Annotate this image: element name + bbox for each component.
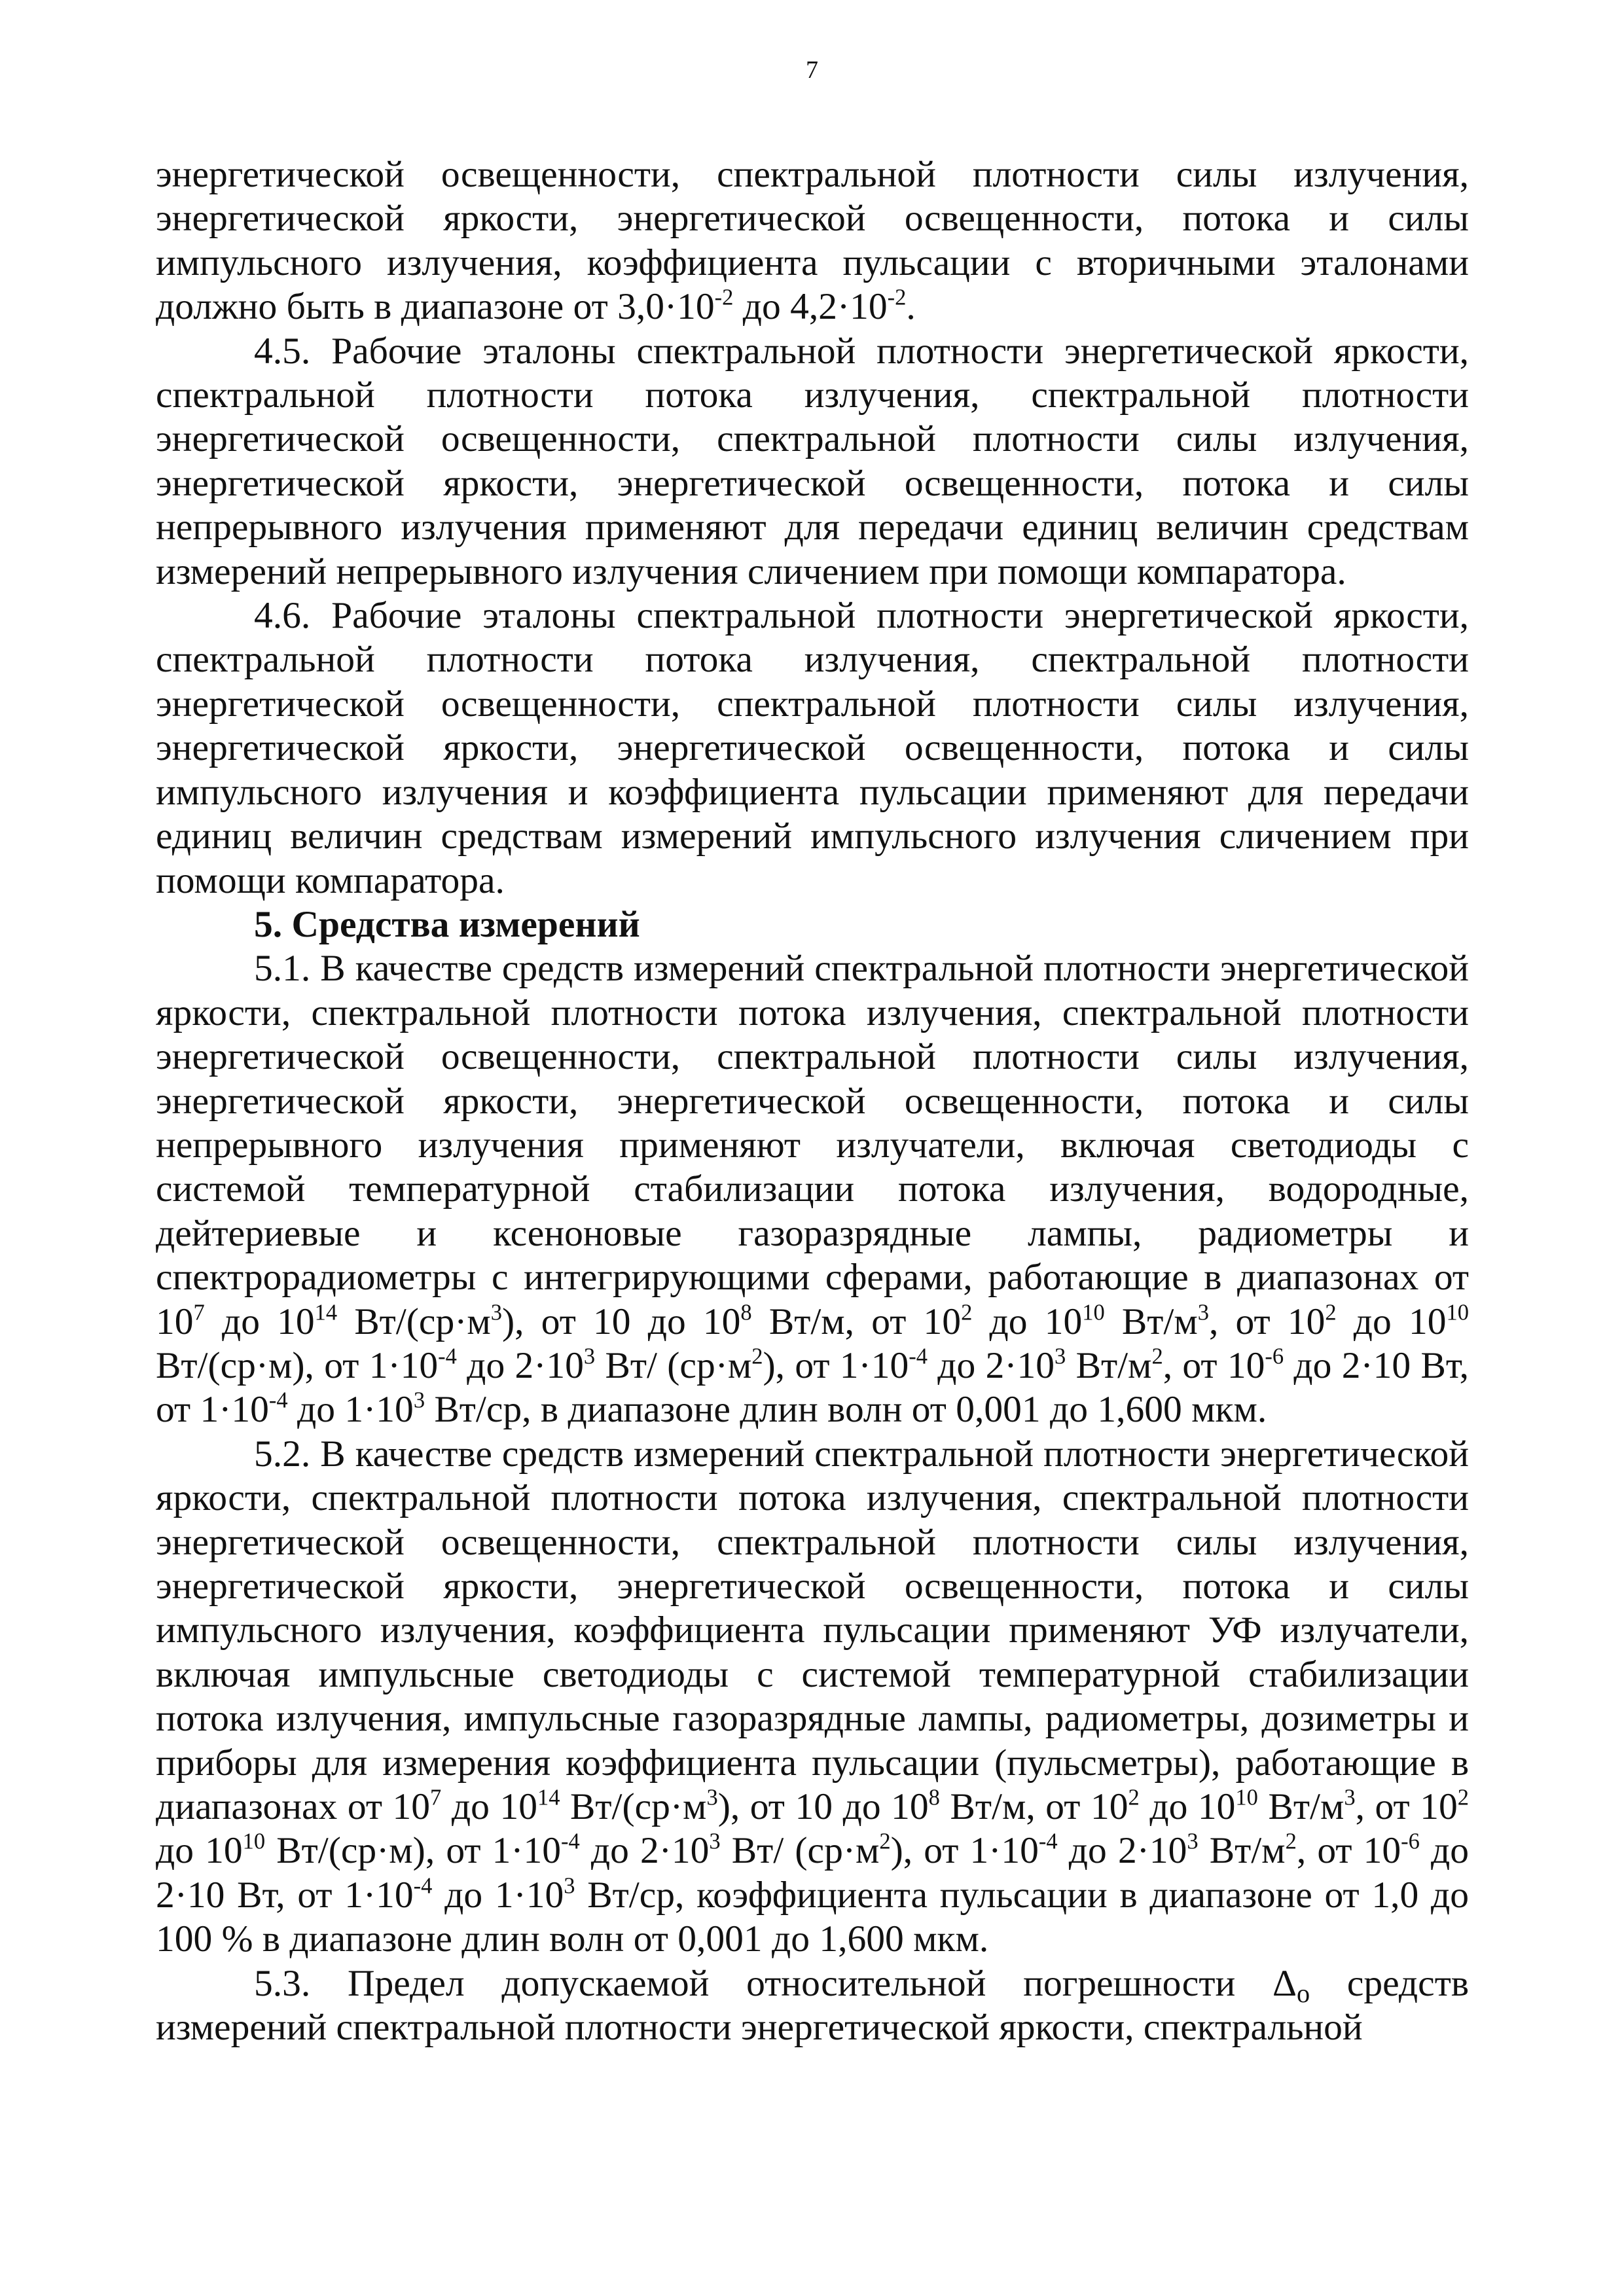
page-number: 7: [806, 56, 818, 84]
paragraph-4-5: 4.5. Рабочие эталоны спектральной плотности энергетической яркости, спектральной плотности потока излучения, спектральной плотности энергетической освещенности, спектральной плотности силы излучения, энергетической яркости, энергетической освещенности, потока и силы непрерывного излучения применяют для передачи единиц величин средствам измерений непрерывного излучения сличением при помощи компаратора.: [156, 330, 1469, 592]
paragraph-5-3: 5.3. Предел допускаемой относительной погрешности $\Delta_о$ средств измерений спектральной плотности энергетической яркости, спектральной: [156, 1962, 1469, 2049]
paragraph-5-1: 5.1. В качестве средств измерений спектральной плотности энергетической яркости, спектральной плотности потока излучения, спектральной плотности энергетической освещенности, спектральной плотности силы излучения, энергетической яркости, энергетической освещенности, потока и силы непрерывного излучения применяют излучатели, включая светодиоды с системой температурной стабилизации потока излучения, водородные, дейтериевые и ксеноновые газоразрядные лампы, радиометры и спектрорадиометры с интегрирующими сферами, работающие в диапазонах от $10^7$ до $10^{14}$ $Вт/(ср\cdot м^3)$, от 10 до $10^8$ Вт/м, от $10^2$ до $10^{10}$ $Вт/м^3$, от $10^2$ до $10^{10}$ Вт/(ср·м), от $1\cdot 10^{-4}$ до $2\cdot 10^3$ Вт/ $(ср\cdot м^2)$, от $1\cdot 10^{-4}$ до $2\cdot 10^3$ $Вт/м^2$, от $10^{-6}$ до 2·10 Вт, от $1\cdot 10^{-4}$ до $1\cdot 10^3$ Вт/ср, в диапазоне длин волн от 0,001 до 1,600 мкм.: [156, 948, 1470, 1431]
section-5-heading: 5. Средства измерений: [254, 903, 640, 945]
paragraph-5-2: 5.2. В качестве средств измерений спектральной плотности энергетической яркости, спектральной плотности потока излучения, спектральной плотности энергетической освещенности, спектральной плотности силы излучения, энергетической яркости, энергетической освещенности, потока и силы импульсного излучения, коэффициента пульсации применяют УФ излучатели, включая импульсные светодиоды с системой температурной стабилизации потока излучения, импульсные газоразрядные лампы, радиометры, дозиметры и приборы для измерения коэффициента пульсации (пульсметры), работающие в диапазонах от $10^7$ до $10^{14}$ $Вт/(ср\cdot м^3)$, от 10 до $10^8$ Вт/м, от $10^2$ до $10^{10}$ $Вт/м^3$, от $10^2$ до $10^{10}$ Вт/(ср·м), от $1\cdot 10^{-4}$ до $2\cdot 10^3$ Вт/ $(ср\cdot м^2)$, от $1\cdot 10^{-4}$ до $2\cdot 10^3$ $Вт/м^2$, от $10^{-6}$ до 2·10 Вт, от $1\cdot 10^{-4}$ до $1\cdot 10^3$ Вт/ср, коэффициента пульсации в диапазоне от 1,0 до 100 % в диапазоне длин волн от 0,001 до 1,600 мкм.: [156, 1433, 1470, 1960]
continuation-paragraph: энергетической освещенности, спектральной плотности силы излучения, энергетической яркости, энергетической освещенности, потока и силы импульсного излучения, коэффициента пульсации с вторичными эталонами должно быть в диапазоне от $3,0\cdot 10^{-2}$ до $4,2\cdot 10^{-2}$.: [156, 154, 1469, 328]
paragraph-4-6: 4.6. Рабочие эталоны спектральной плотности энергетической яркости, спектральной плотности потока излучения, спектральной плотности энергетической освещенности, спектральной плотности силы излучения, энергетической яркости, энергетической освещенности, потока и силы импульсного излучения и коэффициента пульсации применяют для передачи единиц величин средствам измерений импульсного излучения сличением при помощи компаратора.: [156, 595, 1469, 901]
document-body: [156, 152, 1469, 2049]
